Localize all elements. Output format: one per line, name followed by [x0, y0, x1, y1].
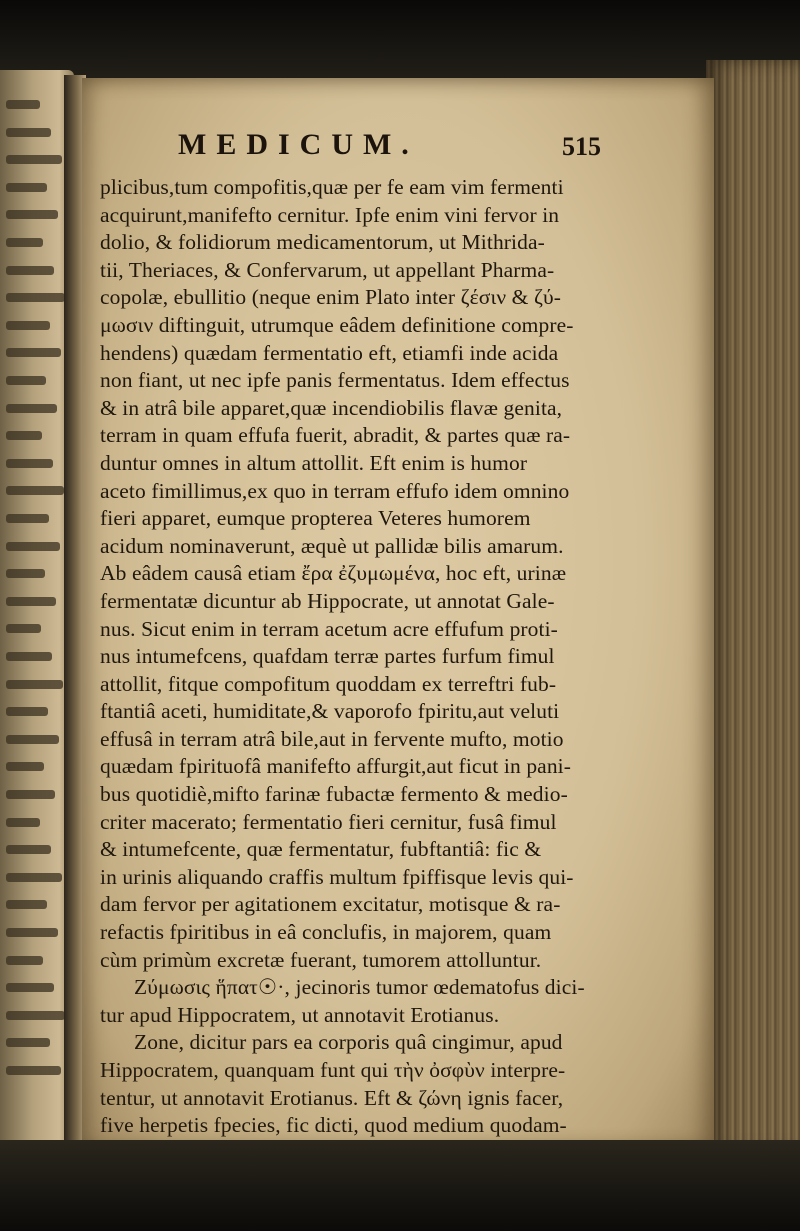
text-line: terram in quam effufa fuerit, abradit, & partes quæ ra- [100, 423, 571, 448]
text-line: five herpetis fpecies, fic dicti, quod medium quodam- [100, 1113, 567, 1138]
facing-page-text-fragment [6, 762, 44, 771]
text-line: dolio, & folidiorum medicamentorum, ut Mithrida- [100, 230, 545, 255]
text-line: Ζύμωσις ἥπατ☉·, jecinoris tumor œdematofus dici- [134, 975, 585, 1000]
text-line: fermentatæ dicuntur ab Hippocrate, ut annotat Gale- [100, 588, 555, 613]
facing-page-text-fragment [6, 818, 40, 827]
text-line: & in atrâ bile apparet,quæ incendiobilis flavæ genita, [100, 395, 563, 420]
facing-page-text-fragment [6, 155, 62, 164]
facing-page-text-fragment [6, 238, 43, 247]
facing-page-text-fragment [6, 293, 65, 302]
facing-page-text-fragment [6, 348, 61, 357]
text-line: dam fervor per agitationem excitatur, motisque & ra- [100, 892, 561, 917]
bottom-background [0, 1140, 800, 1231]
page-text-block [100, 128, 700, 1195]
text-line: acidum nominaverunt, æquè ut pallidæ bilis amarum. [100, 533, 564, 558]
facing-page-text-fragment [6, 1011, 65, 1020]
text-line: nus intumefcens, quafdam terræ partes furfum fimul [100, 644, 555, 669]
facing-page-text-fragment [6, 376, 46, 385]
running-head: MEDICUM. [178, 128, 419, 161]
facing-page-text-fragment [6, 983, 54, 992]
facing-page-text-fragment [6, 459, 53, 468]
facing-page-text-fragment [6, 652, 52, 661]
facing-page-text-fragment [6, 128, 51, 137]
text-line: & intumefcente, quæ fermentatur, fubftantiâ: fic & [100, 837, 542, 862]
facing-page-text-fragment [6, 624, 41, 633]
text-line: hendens) quædam fermentatio eft, etiamfi inde acida [100, 340, 559, 365]
facing-page-text-fragment [6, 100, 40, 109]
text-line: tii, Theriaces, & Confervarum, ut appellant Pharma- [100, 257, 555, 282]
text-line: non fiant, ut nec ipfe panis fermentatus. Idem effectus [100, 368, 570, 393]
facing-page-text-fragment [6, 597, 56, 606]
facing-page-text-fragment [6, 873, 62, 882]
text-line: copolæ, ebullitio (neque enim Plato inter ζέσιν & ζύ- [100, 285, 561, 310]
text-line: effusâ in terram atrâ bile,aut in fervente mufto, motio [100, 726, 564, 751]
text-line: tentur, ut annotavit Erotianus. Eft & ζώνη ignis facer, [100, 1085, 564, 1110]
page-header [100, 128, 700, 174]
facing-page-text-fragment [6, 790, 55, 799]
text-line: plicibus,tum compofitis,quæ per fe eam vim fermenti [100, 175, 564, 199]
facing-page-text-fragment [6, 1066, 61, 1075]
text-line: fieri apparet, eumque propterea Veteres humorem [100, 506, 531, 531]
facing-page-text-fragment [6, 266, 54, 275]
text-line: quædam fpirituofâ manifefto affurgit,aut ficut in pani- [100, 754, 572, 779]
facing-page-text-fragment [6, 707, 48, 716]
facing-page-text-fragment [6, 680, 63, 689]
facing-page-text-fragment [6, 735, 59, 744]
text-line: bus quotidiè,mifto farinæ fubactæ fermento & medio- [100, 782, 568, 807]
text-line: acquirunt,manifefto cernitur. Ipfe enim vini fervor in [100, 202, 560, 227]
text-line: Hippocratem, quanquam funt qui τὴν ὀσφὺν interpre- [100, 1058, 566, 1082]
text-line: Ab eâdem causâ etiam ἔρα ἐζυμωμένα, hoc eft, urinæ [100, 561, 567, 586]
text-line: duntur omnes in altum attollit. Eft enim is humor [100, 450, 528, 475]
facing-page-text-fragment [6, 486, 64, 495]
facing-page-text-fragment [6, 404, 57, 413]
text-line: cùm primùm excretæ fuerant, tumorem attolluntur. [100, 947, 542, 972]
facing-page-text-fragment [6, 928, 58, 937]
facing-page-text-fragment [6, 900, 47, 909]
text-line: attollit, fitque compofitum quoddam ex terreftri fub- [100, 671, 557, 696]
text-line: tur apud Hippocratem, ut annotavit Erotianus. [100, 1002, 500, 1027]
text-line: μωσιν diftinguit, utrumque eâdem definitione compre- [100, 312, 574, 337]
facing-page-text-fragment [6, 210, 58, 219]
facing-page-text-fragment [6, 569, 45, 578]
text-line: criter macerato; fermentatio fieri cernitur, fusâ fimul [100, 809, 557, 834]
facing-page-text-fragment [6, 183, 47, 192]
facing-page-text-fragment [6, 431, 42, 440]
facing-page-text-fragment [6, 1038, 50, 1047]
facing-page-text-fragment [6, 956, 43, 965]
text-line: refactis fpiritibus in eâ conclufis, in majorem, quam [100, 920, 552, 945]
text-line: ftantiâ aceti, humiditate,& vaporofo fpiritu,aut veluti [100, 699, 560, 724]
text-line: nus. Sicut enim in terram acetum acre effufum proti- [100, 616, 558, 641]
facing-page-edge [0, 70, 74, 1155]
facing-page-text-fragment [6, 542, 60, 551]
text-line: in urinis aliquando craffis multum fpiffisque levis qui- [100, 864, 574, 889]
facing-page-text-fragment [6, 845, 51, 854]
facing-page-text-fragment [6, 321, 50, 330]
body-text [100, 174, 700, 1167]
top-background [0, 0, 800, 80]
facing-page-text-fragment [6, 514, 49, 523]
text-line: Zone, dicitur pars ea corporis quâ cingimur, apud [134, 1030, 563, 1055]
page-fore-edge [706, 60, 800, 1155]
page-number: 515 [562, 132, 601, 161]
text-line: aceto fimillimus,ex quo in terram effufo idem omnino [100, 478, 570, 503]
